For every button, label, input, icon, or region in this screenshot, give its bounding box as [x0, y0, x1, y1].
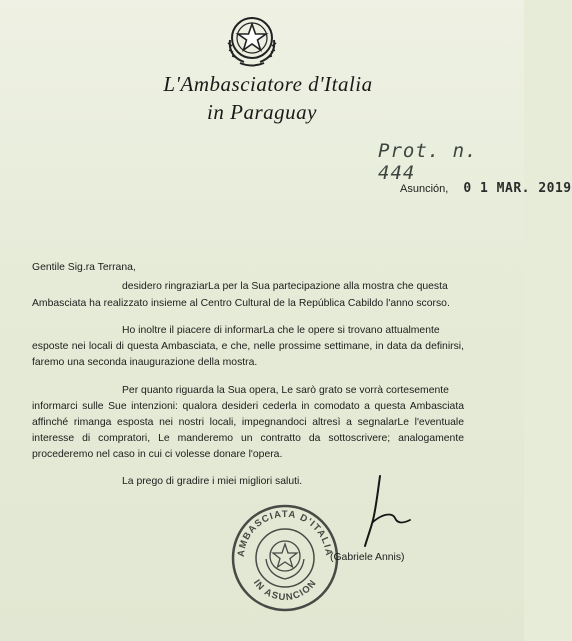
- date-place: Asunción,: [400, 183, 449, 195]
- embassy-seal-stamp: [230, 503, 340, 613]
- seal-text-top: AMBASCIATA D'ITALIA: [235, 508, 335, 558]
- seal-text-bottom: IN ASUNCION: [250, 577, 320, 604]
- paragraph-3-first-line: Per quanto riguarda la Sua opera, Le sarò grato se vorrà cortesemente: [122, 385, 449, 396]
- italian-republic-emblem-icon: [222, 10, 282, 70]
- salutation: Gentile Sig.ra Terrana,: [32, 262, 136, 273]
- date-line: [400, 181, 572, 196]
- paragraph-1-first-line: desidero ringraziarLa per la Sua partecipazione alla mostra che questa: [122, 281, 448, 292]
- closing-line: La prego di gradire i miei migliori saluti.: [122, 476, 303, 487]
- seal-star-emblem-icon: [266, 541, 304, 579]
- paragraph-2-body: esposte nei locali di questa Ambasciata, e che, nelle prossime settimane, in data da definirsi, faremo una seconda inaugurazione della mostra.: [32, 341, 464, 368]
- svg-text:AMBASCIATA D'ITALIA: [236, 509, 334, 557]
- letterhead-subtitle: in Paraguay: [207, 100, 317, 124]
- paragraph-3-body: informarci sulle Sue intenzioni: qualora desideri cederla in comodato a questa Ambasciata affinché rimanga esposta nei nostri locali, impegnandoci altresì a segnalarLe l'eventuale interesse di compratori, Le manderemo un contratto da sottoscrivere; analogamente procederemo nel caso in cui ci volesse donare l'opera.: [32, 401, 464, 460]
- signer-name: (Gabriele Annis): [330, 552, 405, 563]
- letterhead-title: L'Ambasciatore d'Italia: [163, 72, 373, 96]
- handwritten-signature: [362, 470, 422, 550]
- paragraph-1-second-line: Ambasciata ha realizzato insieme al Centro Cultural de la República Cabildo l'anno scorso.: [32, 298, 450, 309]
- svg-text:IN ASUNCION: [251, 577, 319, 603]
- date-stamp: 0 1 MAR. 2019: [463, 181, 572, 196]
- protocol-number: Prot. n. 444: [378, 140, 478, 184]
- paragraph-2-first-line: Ho inoltre il piacere di informarLa che le opere si trovano attualmente: [122, 325, 440, 336]
